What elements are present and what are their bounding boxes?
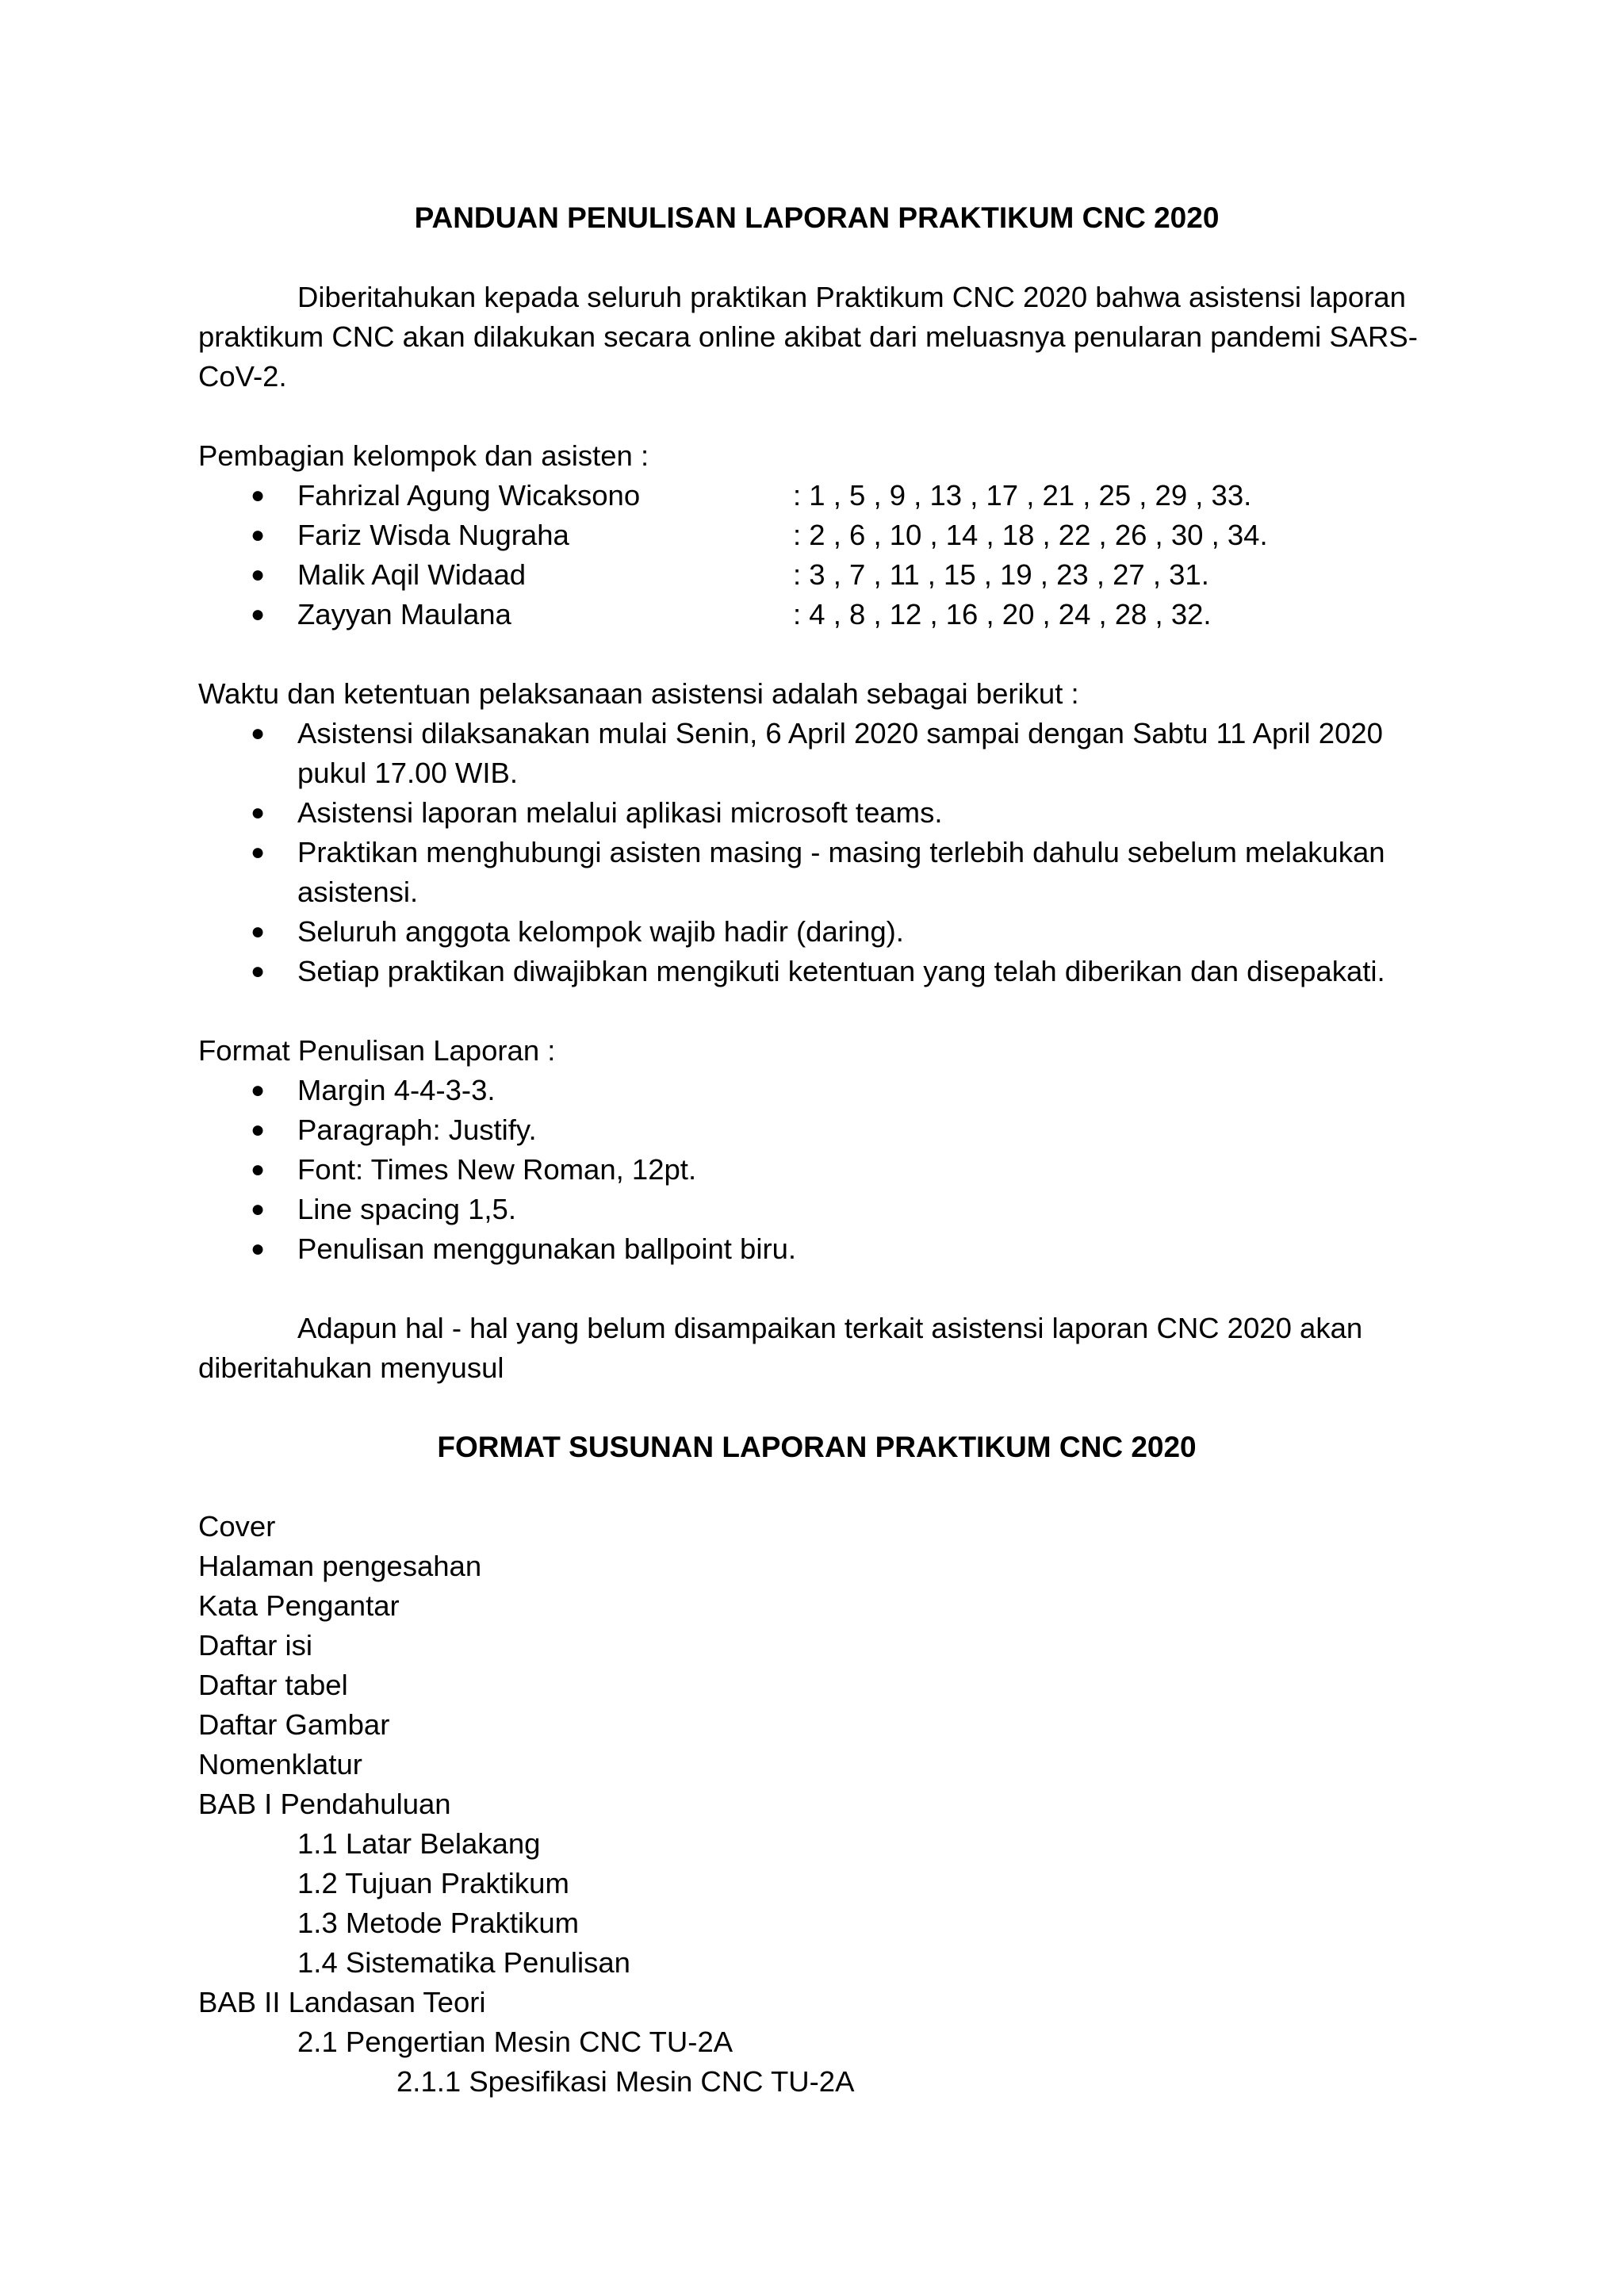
list-item-text: Font: Times New Roman, 12pt. — [297, 1153, 697, 1186]
spacer — [198, 238, 1435, 278]
toc-entry-nomenclature: Nomenklatur — [198, 1748, 362, 1780]
bullet-icon: ● — [251, 522, 266, 548]
list-item — [198, 833, 1435, 912]
intro-paragraph: Diberitahukan kepada seluruh praktikan Praktikum CNC 2020 bahwa asistensi laporan praktikum CNC akan dilakukan secara online akibat dari meluasnya penularan pandemi SARS-CoV-2. — [198, 281, 1418, 393]
schedule-list — [198, 714, 1435, 991]
toc-entry-1-4: 1.4 Sistematika Penulisan — [297, 1946, 630, 1979]
page-title: PANDUAN PENULISAN LAPORAN PRAKTIKUM CNC 2020 — [414, 201, 1220, 234]
list-item-text: Praktikan menghubungi asisten masing - masing terlebih dahulu sebelum melakukan asistensi. — [297, 836, 1385, 908]
bullet-icon: ● — [251, 799, 266, 826]
toc-entry-figures: Daftar Gambar — [198, 1708, 390, 1741]
list-item — [198, 1190, 1435, 1229]
toc-entry-preface: Kata Pengantar — [198, 1589, 400, 1622]
table-of-contents — [198, 1507, 1435, 2102]
assistant-name: Fahrizal Agung Wicaksono — [297, 479, 641, 512]
document-body — [198, 198, 1435, 2102]
format-heading: Format Penulisan Laporan : — [198, 1034, 556, 1067]
toc-entry-tables: Daftar tabel — [198, 1669, 348, 1701]
groups-heading: Pembagian kelompok dan asisten : — [198, 439, 649, 472]
toc-entry-cover: Cover — [198, 1510, 276, 1543]
list-item-text: Seluruh anggota kelompok wajib hadir (daring). — [297, 915, 904, 948]
list-item-text: Asistensi dilaksanakan mulai Senin, 6 April 2020 sampai dengan Sabtu 11 April 2020 pukul 17.00 WIB. — [297, 717, 1383, 789]
schedule-heading: Waktu dan ketentuan pelaksanaan asistensi adalah sebagai berikut : — [198, 677, 1079, 710]
toc-entry-1-1: 1.1 Latar Belakang — [297, 1827, 541, 1860]
toc-entry-1-2: 1.2 Tujuan Praktikum — [297, 1867, 569, 1899]
list-item-text: Penulisan menggunakan ballpoint biru. — [297, 1232, 797, 1265]
list-item — [198, 595, 1435, 634]
spacer — [198, 1388, 1435, 1428]
toc-entry-2-1-1: 2.1.1 Spesifikasi Mesin CNC TU-2A — [396, 2065, 855, 2098]
assistant-groups: : 4 , 8 , 12 , 16 , 20 , 24 , 28 , 32. — [793, 598, 1212, 631]
list-item-text: Paragraph: Justify. — [297, 1114, 537, 1146]
assistant-groups: : 1 , 5 , 9 , 13 , 17 , 21 , 25 , 29 , 33. — [793, 479, 1252, 512]
assistant-groups: : 3 , 7 , 11 , 15 , 19 , 23 , 27 , 31. — [793, 558, 1209, 591]
spacer — [198, 991, 1435, 1031]
list-item — [198, 1071, 1435, 1110]
list-item — [198, 912, 1435, 952]
assistant-list — [198, 476, 1435, 634]
bullet-icon: ● — [251, 839, 266, 865]
list-item-text: Asistensi laporan melalui aplikasi microsoft teams. — [297, 796, 943, 829]
toc-entry-bab2: BAB II Landasan Teori — [198, 1986, 486, 2018]
list-item-text: Setiap praktikan diwajibkan mengikuti ketentuan yang telah diberikan dan disepakati. — [297, 955, 1385, 987]
list-item — [198, 1110, 1435, 1150]
toc-entry-bab1: BAB I Pendahuluan — [198, 1788, 451, 1820]
bullet-icon: ● — [251, 918, 266, 945]
list-item — [198, 793, 1435, 833]
spacer — [198, 1269, 1435, 1309]
bullet-icon: ● — [251, 562, 266, 588]
list-item — [198, 1229, 1435, 1269]
toc-entry-1-3: 1.3 Metode Praktikum — [297, 1907, 580, 1939]
bullet-icon: ● — [251, 482, 266, 508]
list-item — [198, 952, 1435, 991]
closing-paragraph: Adapun hal - hal yang belum disampaikan terkait asistensi laporan CNC 2020 akan diberitahukan menyusul — [198, 1312, 1363, 1384]
bullet-icon: ● — [251, 958, 266, 984]
toc-entry-approval: Halaman pengesahan — [198, 1550, 482, 1582]
spacer — [198, 397, 1435, 436]
list-item — [198, 555, 1435, 595]
bullet-icon: ● — [251, 1077, 266, 1103]
assistant-name: Fariz Wisda Nugraha — [297, 519, 569, 551]
bullet-icon: ● — [251, 1236, 266, 1262]
assistant-groups: : 2 , 6 , 10 , 14 , 18 , 22 , 26 , 30 , 34. — [793, 519, 1268, 551]
bullet-icon: ● — [251, 1117, 266, 1143]
assistant-name: Malik Aqil Widaad — [297, 558, 527, 591]
bullet-icon: ● — [251, 1156, 266, 1182]
bullet-icon: ● — [251, 1196, 266, 1222]
section-title-format: FORMAT SUSUNAN LAPORAN PRAKTIKUM CNC 2020 — [437, 1431, 1197, 1463]
spacer — [198, 634, 1435, 674]
list-item-text: Line spacing 1,5. — [297, 1193, 516, 1225]
spacer — [198, 1467, 1435, 1507]
list-item — [198, 516, 1435, 555]
assistant-name: Zayyan Maulana — [297, 598, 511, 631]
list-item — [198, 476, 1435, 516]
list-item-text: Margin 4-4-3-3. — [297, 1074, 496, 1106]
toc-entry-contents: Daftar isi — [198, 1629, 313, 1662]
format-list — [198, 1071, 1435, 1269]
bullet-icon: ● — [251, 720, 266, 746]
toc-entry-2-1: 2.1 Pengertian Mesin CNC TU-2A — [297, 2026, 733, 2058]
bullet-icon: ● — [251, 601, 266, 627]
list-item — [198, 1150, 1435, 1190]
list-item — [198, 714, 1435, 793]
